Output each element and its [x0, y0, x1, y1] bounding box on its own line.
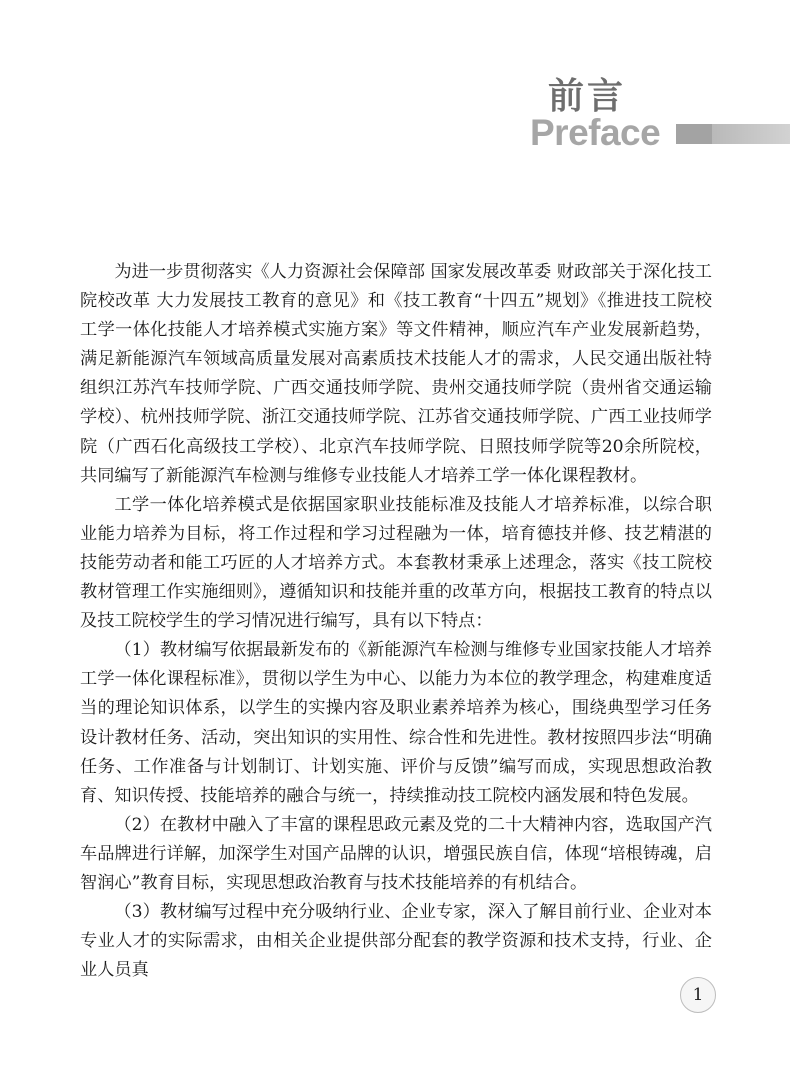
- paragraph: （1）教材编写依据最新发布的《新能源汽车检测与维修专业国家技能人才培养工学一体化课程标准》，贯彻以学生为中心、以能力为本位的教学理念，构建难度适当的理论知识体系，以学生的实操内容及职业素养培养为核心，围绕典型学习任务设计教材任务、活动，突出知识的实用性、综合性和先进性。教材按照四步法“明确任务、工作准备与计划制订、计划实施、评价与反馈”编写而成，实现思想政治教育、知识传授、技能培养的融合与统一，持续推动技工院校内涵发展和特色发展。: [80, 640, 712, 806]
- body-text: [80, 258, 712, 985]
- paragraph: 为进一步贯彻落实《人力资源社会保障部 国家发展改革委 财政部关于深化技工院校改革 大力发展技工教育的意见》和《技工教育“十四五”规划》《推进技工院校工学一体化技能人才培养模式实施方案》等文件精神，顺应汽车产业发展新趋势，满足新能源汽车领域高质量发展对高素质技术技能人才的需求，人民交通出版社特组织江苏汽车技师学院、广西交通技师学院、贵州交通技师学院（贵州省交通运输学校）、杭州技师学院、浙江交通技师学院、江苏省交通技师学院、广西工业技师学院（广西石化高级技工学校）、北京汽车技师学院、日照技师学院等20余所院校，共同编写了新能源汽车检测与维修专业技能人才培养工学一体化课程教材。: [80, 262, 712, 486]
- page-title: 前言: [548, 76, 627, 117]
- paragraph: （2）在教材中融入了丰富的课程思政元素及党的二十大精神内容，选取国产汽车品牌进行详解，加深学生对国产品牌的认识，增强民族自信，体现“培根铸魂，启智润心”教育目标，实现思想政治教育与技术技能培养的有机结合。: [80, 814, 712, 893]
- title-decor-bar: [676, 124, 790, 144]
- page-number: 1: [680, 977, 716, 1013]
- page-subtitle: Preface: [530, 112, 661, 153]
- paragraph: （3）教材编写过程中充分吸纳行业、企业专家，深入了解目前行业、企业对本专业人才的实际需求，由相关企业提供部分配套的教学资源和技术支持，行业、企业人员真: [80, 902, 712, 981]
- paragraph: 工学一体化培养模式是依据国家职业技能标准及技能人才培养标准，以综合职业能力培养为目标，将工作过程和学习过程融为一体，培育德技并修、技艺精湛的技能劳动者和能工巧匠的人才培养方式。本套教材秉承上述理念，落实《技工院校教材管理工作实施细则》，遵循知识和技能并重的改革方向，根据技工教育的特点以及技工院校学生的学习情况进行编写，具有以下特点：: [80, 494, 712, 632]
